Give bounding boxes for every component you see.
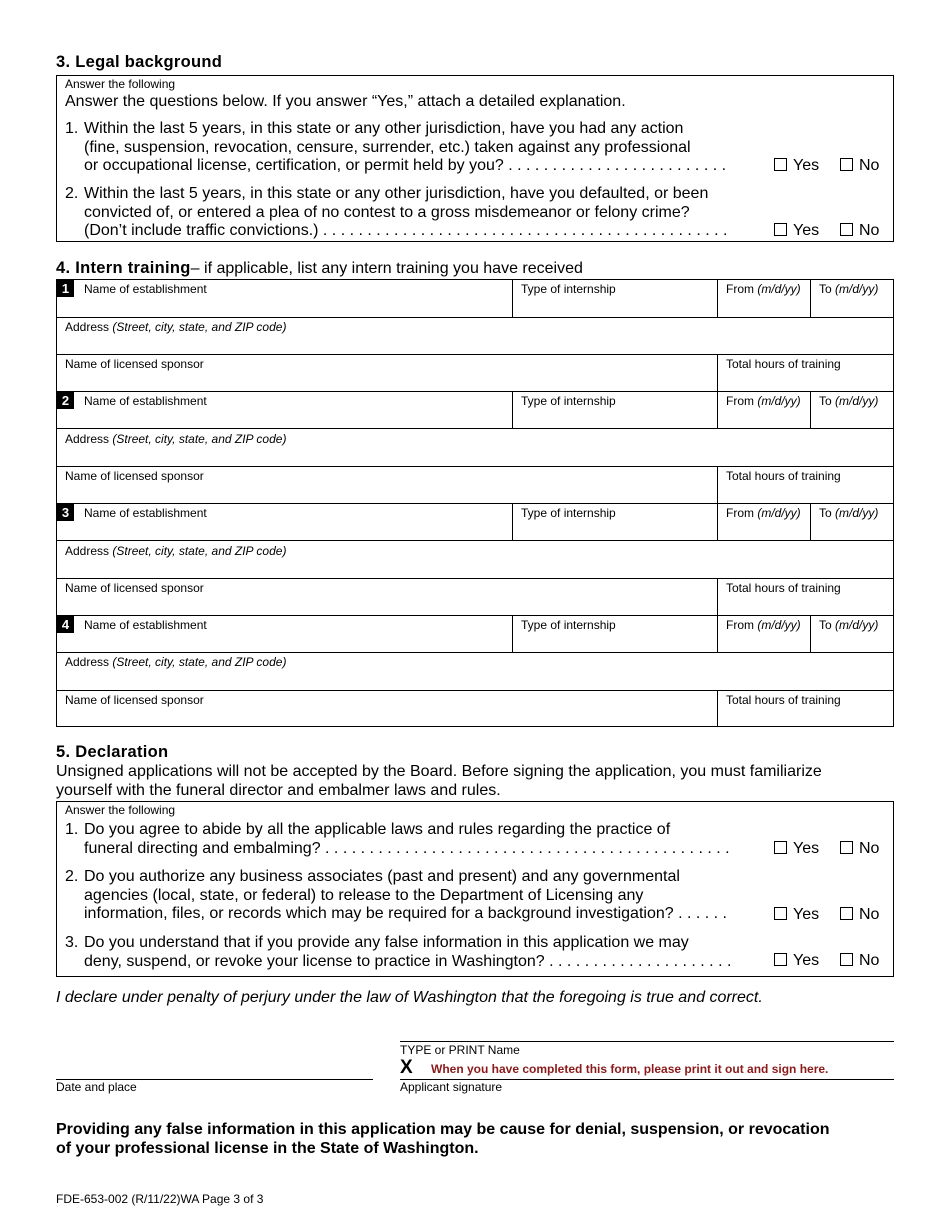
hours-field-1[interactable]: Total hours of training: [726, 357, 841, 371]
perjury-statement: I declare under penalty of perjury under the law of Washington that the foregoing is true and correct.: [56, 989, 763, 1006]
declaration-question-3: 3. Do you understand that if you provide any false information in this application we may deny, suspend, or revoke your license to practice in Washington? . . . . . . . . . . . . . . . . . . . . .: [65, 934, 732, 970]
legal-q1-no-checkbox[interactable]: No: [840, 157, 879, 175]
declaration-q1-no-checkbox[interactable]: No: [840, 840, 879, 858]
declaration-q3-yes-checkbox[interactable]: Yes: [774, 952, 819, 970]
address-field-3[interactable]: Address (Street, city, state, and ZIP code): [65, 544, 287, 558]
sign-here-hint: When you have completed this form, please print it out and sign here.: [431, 1062, 829, 1076]
legal-q2-no-checkbox[interactable]: No: [840, 222, 879, 240]
address-field-4[interactable]: Address (Street, city, state, and ZIP code): [65, 655, 287, 669]
print-name-label: TYPE or PRINT Name: [400, 1043, 520, 1057]
establishment-field-2[interactable]: Name of establishment: [84, 394, 207, 408]
applicant-signature-label: Applicant signature: [400, 1080, 503, 1094]
legal-q1-yes-checkbox[interactable]: Yes: [774, 157, 819, 175]
legal-background-box: [56, 75, 894, 242]
entry-number-badge: 4: [57, 616, 74, 633]
legal-q2-yes-checkbox[interactable]: Yes: [774, 222, 819, 240]
section4-title: 4. Intern training: [56, 259, 191, 277]
from-date-field-3[interactable]: From (m/d/yy): [726, 506, 801, 520]
declaration-q2-no-checkbox[interactable]: No: [840, 906, 879, 924]
sponsor-field-2[interactable]: Name of licensed sponsor: [65, 469, 204, 483]
signature-x-mark: X: [400, 1057, 413, 1078]
to-date-field-3[interactable]: To (m/d/yy): [819, 506, 879, 520]
section3-intro: Answer the questions below. If you answer “Yes,” attach a detailed explanation.: [65, 93, 626, 110]
hours-field-2[interactable]: Total hours of training: [726, 469, 841, 483]
section5-intro-line2: yourself with the funeral director and embalmer laws and rules.: [56, 782, 501, 799]
legal-question-2: 2. Within the last 5 years, in this state or any other jurisdiction, have you defaulted, or been convicted of, or entered a plea of no contest to a gross misdemeanor or felony crime? (Don’t include traffic convictions.) . . . . . . . . . . . . . . . . . . . . . . . . . . . . . . . . . . . . . . . . . . . . . .: [65, 185, 728, 239]
hours-field-4[interactable]: Total hours of training: [726, 693, 841, 707]
to-date-field-4[interactable]: To (m/d/yy): [819, 618, 879, 632]
declaration-question-1: 1. Do you agree to abide by all the applicable laws and rules regarding the practice of funeral directing and embalming? . . . . . . . . . . . . . . . . . . . . . . . . . . . . . . . . . . . . . . . . . . . . . .: [65, 821, 730, 857]
section5-caption: Answer the following: [65, 803, 176, 817]
date-place-label: Date and place: [56, 1080, 137, 1094]
address-field-1[interactable]: Address (Street, city, state, and ZIP code): [65, 320, 287, 334]
establishment-field-1[interactable]: Name of establishment: [84, 282, 207, 296]
applicant-signature-field[interactable]: [400, 1057, 894, 1079]
declaration-q1-yes-checkbox[interactable]: Yes: [774, 840, 819, 858]
internship-type-field-4[interactable]: Type of internship: [521, 618, 616, 632]
internship-type-field-2[interactable]: Type of internship: [521, 394, 616, 408]
declaration-question-2: 2. Do you authorize any business associates (past and present) and any governmental agencies (local, state, or federal) to release to the Department of Licensing any information, files, or records which may be required for a background investigation? . . . . . .: [65, 868, 727, 922]
address-field-2[interactable]: Address (Street, city, state, and ZIP code): [65, 432, 287, 446]
establishment-field-4[interactable]: Name of establishment: [84, 618, 207, 632]
form-footer: FDE-653-002 (R/11/22)WA Page 3 of 3: [56, 1192, 264, 1206]
declaration-box: [56, 801, 894, 977]
entry-number-badge: 1: [57, 280, 74, 297]
legal-question-1: 1. Within the last 5 years, in this state or any other jurisdiction, have you had any action (fine, suspension, revocation, censure, surrender, etc.) taken against any professional or occupational license, certification, or permit held by you? . . . . . . . . . . . . . . . . . . . . . . . . .: [65, 120, 727, 174]
entry-number-badge: 3: [57, 504, 74, 521]
from-date-field-4[interactable]: From (m/d/yy): [726, 618, 801, 632]
establishment-field-3[interactable]: Name of establishment: [84, 506, 207, 520]
hours-field-3[interactable]: Total hours of training: [726, 581, 841, 595]
intern-training-table: [56, 279, 894, 727]
section5-intro-line1: Unsigned applications will not be accepted by the Board. Before signing the application, you must familiarize: [56, 763, 822, 780]
section4-heading: [56, 259, 583, 278]
entry-number-badge: 2: [57, 392, 74, 409]
section5-title: 5. Declaration: [56, 743, 169, 761]
from-date-field-1[interactable]: From (m/d/yy): [726, 282, 801, 296]
false-info-warning: Providing any false information in this application may be cause for denial, suspension, or revocation of your professional license in the State of Washington.: [56, 1121, 830, 1157]
sponsor-field-4[interactable]: Name of licensed sponsor: [65, 693, 204, 707]
from-date-field-2[interactable]: From (m/d/yy): [726, 394, 801, 408]
declaration-q3-no-checkbox[interactable]: No: [840, 952, 879, 970]
to-date-field-2[interactable]: To (m/d/yy): [819, 394, 879, 408]
internship-type-field-1[interactable]: Type of internship: [521, 282, 616, 296]
declaration-q2-yes-checkbox[interactable]: Yes: [774, 906, 819, 924]
internship-type-field-3[interactable]: Type of internship: [521, 506, 616, 520]
section3-title: 3. Legal background: [56, 53, 223, 71]
section3-caption: Answer the following: [65, 77, 176, 91]
section4-subtitle: – if applicable, list any intern training you have received: [190, 260, 583, 277]
sponsor-field-1[interactable]: Name of licensed sponsor: [65, 357, 204, 371]
sponsor-field-3[interactable]: Name of licensed sponsor: [65, 581, 204, 595]
to-date-field-1[interactable]: To (m/d/yy): [819, 282, 879, 296]
